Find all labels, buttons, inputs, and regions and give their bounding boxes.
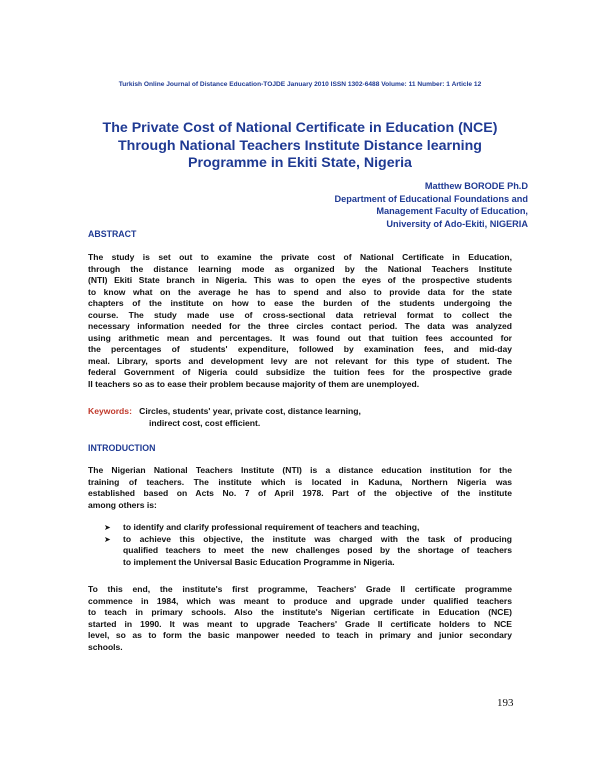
- abstract-line: through the distance learning mode as organized by the National Teachers Institute: [88, 263, 512, 274]
- paper-title: [100, 120, 500, 173]
- abstract-heading: ABSTRACT: [88, 229, 137, 239]
- author-faculty: Management Faculty of Education,: [376, 206, 528, 217]
- author-name: Matthew BORODE Ph.D: [424, 181, 528, 191]
- intro-line: To this end, the institute's first programme, Teachers' Grade II certificate programme: [88, 584, 512, 594]
- keywords-block: [88, 406, 512, 429]
- intro-line: among others is:: [88, 499, 157, 510]
- list-item-line: to implement the Universal Basic Education Programme in Nigeria.: [123, 556, 395, 567]
- abstract-line: the percentages of students' expenditure, followed by examination fees, and mid-day: [88, 344, 512, 355]
- introduction-paragraph: [88, 465, 512, 511]
- intro-line: to teach in primary schools. Also the institute's Nigerian certificate in Education (NCE): [88, 607, 512, 618]
- list-item: [104, 522, 512, 534]
- intro-line: schools.: [88, 641, 123, 652]
- author-university: University of Ado-Ekiti, NIGERIA: [386, 218, 528, 229]
- author-block: [335, 180, 528, 230]
- intro-line: commence in 1984, which was meant to produce and upgrade under qualified teachers: [88, 595, 512, 606]
- list-item-line: to identify and clarify professional requirement of teachers and teaching,: [123, 522, 420, 532]
- journal-header: Turkish Online Journal of Distance Education-TOJDE January 2010 ISSN 1302-6488 Volume: 11 Number: 1 Article 12: [118, 81, 482, 88]
- abstract-line: course. The study made use of cross-sectional data retrieval format to collect the: [88, 309, 512, 320]
- introduction-heading: INTRODUCTION: [88, 443, 156, 453]
- abstract-line: (NTI) Ekiti State branch in Nigeria. This was to open the eyes of the prospective students: [88, 275, 512, 286]
- title-line: Through National Teachers Institute Distance learning: [118, 137, 482, 154]
- intro-line: training of teachers. The institute which is located in Kaduna, Northern Nigeria was: [88, 476, 512, 487]
- abstract-line: necessary information needed for the three circles contact period. The data was analyzed: [88, 321, 512, 332]
- objectives-list: [104, 522, 512, 568]
- keywords-line: indirect cost, cost efficient.: [149, 417, 261, 428]
- author-department: Department of Educational Foundations and: [334, 193, 528, 204]
- list-item-line: to achieve this objective, the institute was charged with the task of producing: [123, 533, 512, 544]
- arrow-bullet-icon: ➤: [104, 534, 111, 544]
- intro-line: level, so as to form the basic manpower needed to teach in primary and junior secondary: [88, 630, 512, 641]
- list-item-line: qualified teachers to meet the new challenges posed by the shortage of teachers: [123, 545, 512, 556]
- intro-line: established based on Acts No. 7 of April 1978. Part of the objective of the institute: [88, 488, 512, 499]
- title-line: The Private Cost of National Certificate in Education (NCE): [102, 120, 498, 136]
- title-line: Programme in Ekiti State, Nigeria: [188, 155, 412, 172]
- page-number: 193: [497, 697, 514, 709]
- abstract-line: to know what on the average he has to spend and also to provide data for the state: [88, 286, 512, 297]
- abstract-line: chapters of the institute on how to ease the burden of the students undergoing the: [88, 298, 512, 309]
- intro-line: The Nigerian National Teachers Institute (NTI) is a distance education institution for the: [88, 465, 512, 475]
- keywords-label: Keywords:: [88, 406, 132, 416]
- abstract-body: [88, 252, 512, 391]
- intro-line: started in 1990. It was meant to upgrade Teachers' Grade II certificate holders to NCE: [88, 618, 512, 629]
- keywords-line: Circles, students' year, private cost, distance learning,: [139, 406, 361, 416]
- abstract-line: federal Government of Nigeria could subsidize the tuition fees for the prospective grade: [88, 367, 512, 378]
- abstract-line: using arithmetic mean and percentages. It was found out that tuition fees accounted for: [88, 332, 512, 343]
- abstract-line: meal. Library, sports and development levy are not relevant for this type of student. The: [88, 355, 512, 366]
- abstract-line: II teachers so as to ease their problem because majority of them are unemployed.: [88, 379, 420, 390]
- introduction-paragraph-2: [88, 584, 512, 653]
- arrow-bullet-icon: ➤: [104, 523, 111, 532]
- list-item: [104, 534, 512, 569]
- abstract-line: The study is set out to examine the private cost of National Certificate in Education,: [88, 252, 512, 262]
